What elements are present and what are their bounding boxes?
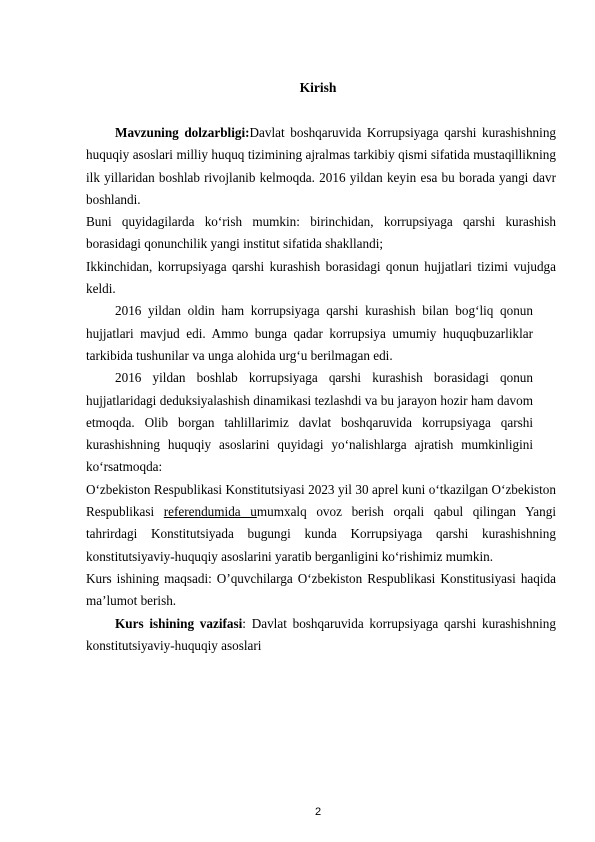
paragraph-before-2016: 2016 yildan oldin ham korrupsiyaga qarshi kurashish bilan bog‘liq qonun hujjatlari mavjud edi. Ammo bunga qadar korrupsiya umumiy huquqbuzarliklar tarkibida tushunilar va unga alohida urg‘u berilmagan edi.	[86, 303, 533, 363]
tasks-label: Kurs ishining vazifasi	[115, 615, 243, 631]
tasks-text: : Davlat boshqaruvida korrupsiyaga qarshi kurashishning konstitutsiyaviy-huquqiy asoslari	[86, 615, 556, 653]
constitution-text-end: mumxalq ovoz berish orqali qabul qilingan Yangi tahrirdagi Konstitutsiyada bugungi kunda Korrupsiyaga qarshi kurashishning konstitutsiyaviy-huquqiy asoslarini yaratib berganligini ko‘rishimiz mumkin.	[86, 504, 556, 564]
paragraph-goal: Kurs ishining maqsadi: O’quvchilarga O‘zbekiston Respublikasi Konstitusiyasi haqida ma’lumot berish.	[86, 570, 556, 609]
relevance-label: Mavzuning dolzarbligi:	[115, 125, 250, 140]
paragraph-relevance	[86, 122, 556, 211]
paragraph-second-point: Ikkinchidan, korrupsiyaga qarshi kurashish borasidagi qonun hujjatlari tizimi vujudga keldi.	[86, 258, 556, 297]
section-heading: Kirish	[299, 80, 337, 95]
page-number: 2	[314, 806, 322, 818]
paragraph-first-point: Buni quyidagilarda ko‘rish mumkin: birinchidan, korrupsiyaga qarshi kurashish borasidagi qonunchilik yangi institut sifatida shakllandi;	[86, 214, 556, 252]
document-body	[86, 122, 556, 657]
constitution-text-start: O‘zbekiston Respublikasi Konstitutsiyasi 2023 yil 30 aprel kuni o‘tkazilgan O‘zbekiston Respublikasi	[86, 481, 556, 520]
paragraph-tasks	[86, 613, 556, 658]
paragraph-after-2016: 2016 yildan boshlab korrupsiyaga qarshi kurashish borasidagi qonun hujjatlaridagi deduksiyalashish dinamikasi tezlashdi va bu jarayon hozir ham davom etmoqda. Olib borgan tahlillarimiz davlat boshqaruvida korrupsiyaga qarshi kurashishning huquqiy asoslarini quyidagi yo‘nalishlarga ajratish mumkinligini ko‘rsatmoqda:	[86, 370, 533, 475]
referendum-link[interactable]: referendumida u	[163, 504, 257, 520]
paragraph-constitution	[86, 479, 556, 568]
relevance-text: Davlat boshqaruvida Korrupsiyaga qarshi kurashishning huquqiy asoslari milliy huquq tizimining ajralmas tarkibiy qismi sifatida mustaqillikning ilk yillaridan boshlab rivojlanib kelmoqda. 2016 yildan keyin esa bu borada yangi davr boshlandi.	[86, 125, 557, 207]
